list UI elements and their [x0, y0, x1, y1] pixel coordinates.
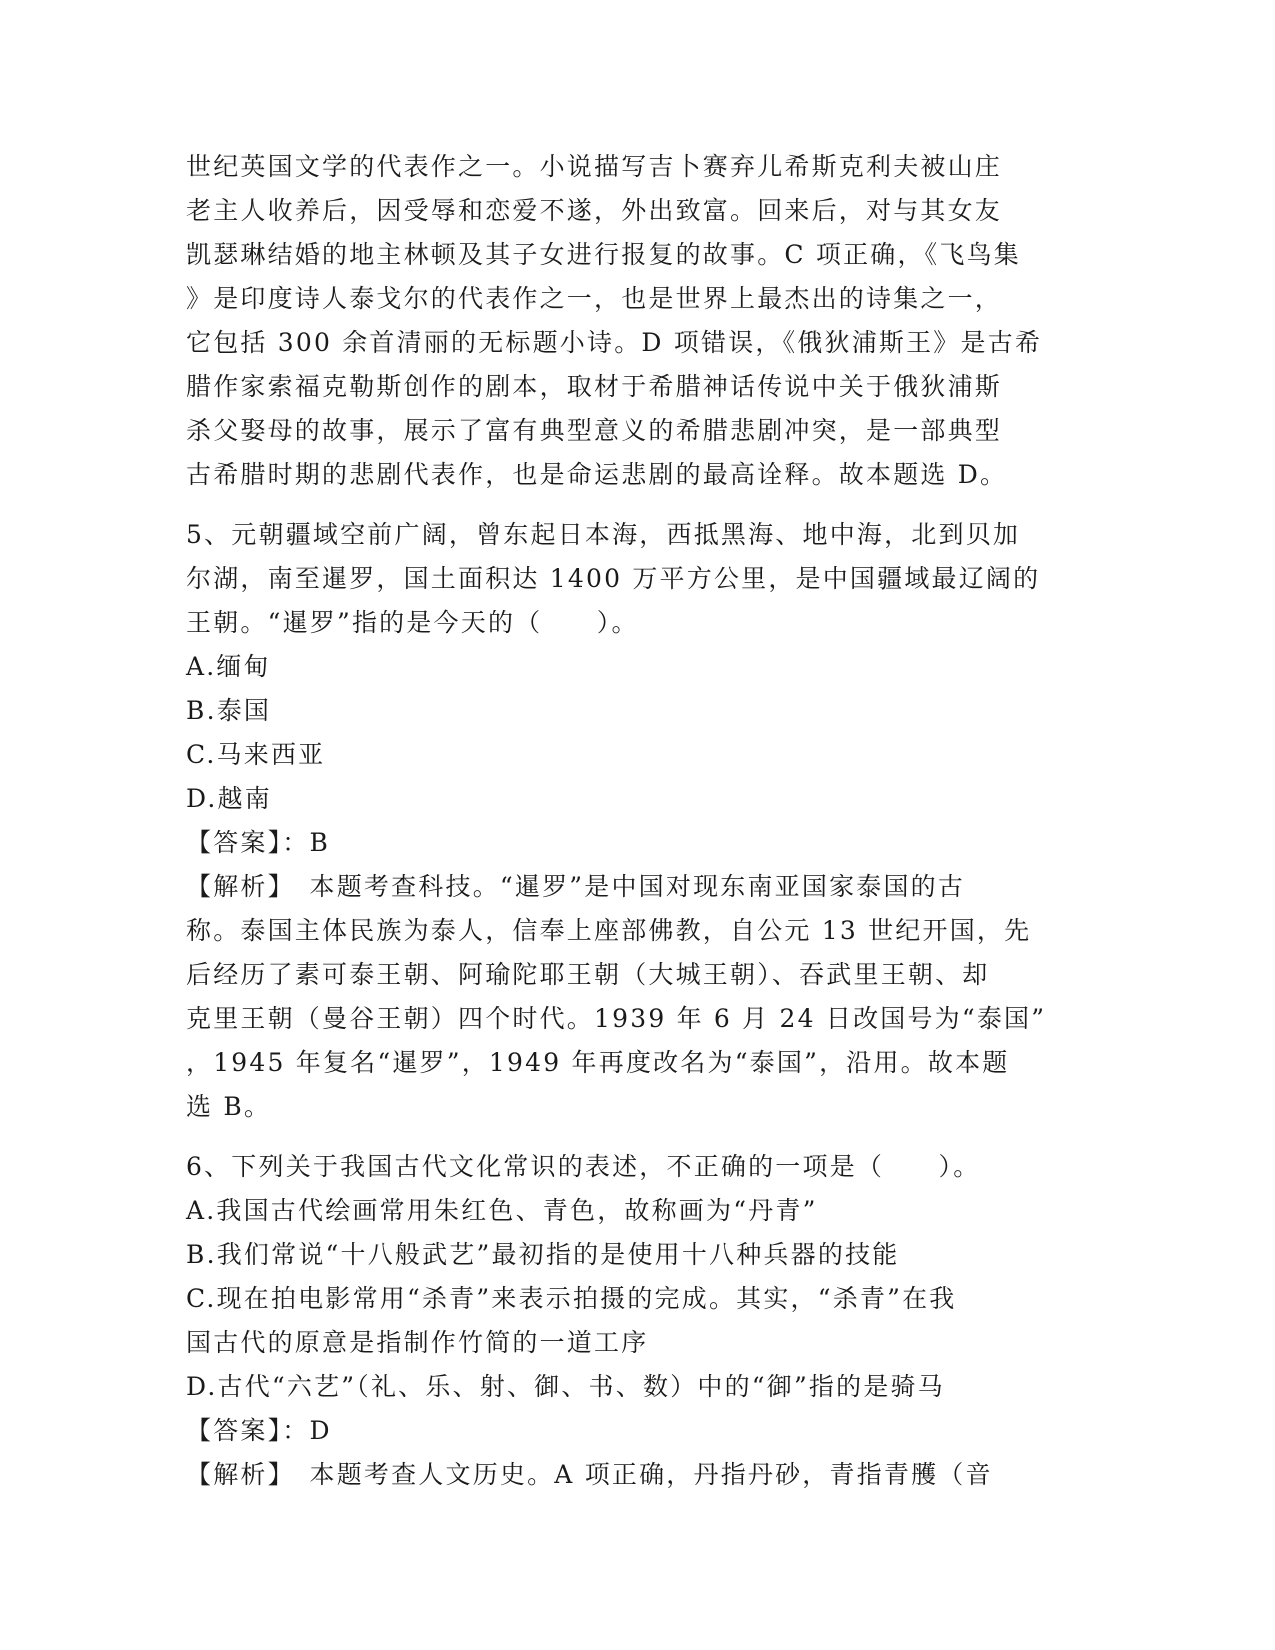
- option-c: C.马来西亚: [186, 740, 326, 769]
- question-stem-line: 王朝。“暹罗”指的是今天的（ ）。: [186, 608, 639, 637]
- text-line: 杀父娶母的故事，展示了富有典型意义的希腊悲剧冲突，是一部典型: [186, 416, 1003, 445]
- option-d: D.越南: [186, 784, 272, 813]
- option-a: A.缅甸: [186, 652, 271, 681]
- option-d: D.古代“六艺”（礼、乐、射、御、书、数）中的“御”指的是骑马: [186, 1372, 945, 1401]
- document-content: [186, 145, 1086, 1497]
- text-line: 世纪英国文学的代表作之一。小说描写吉卜赛弃儿希斯克利夫被山庄: [186, 152, 1003, 181]
- option-b: B.我们常说“十八般武艺”最初指的是使用十八种兵器的技能: [186, 1240, 900, 1269]
- analysis-line: 【解析】 本题考查科技。“暹罗”是中国对现东南亚国家泰国的古: [186, 872, 966, 901]
- text-line: 古希腊时期的悲剧代表作，也是命运悲剧的最高诠释。故本题选 D。: [186, 460, 1008, 489]
- answer-line: 【答案】：D: [186, 1416, 332, 1445]
- question-stem-line: 5、元朝疆域空前广阔，曾东起日本海，西抵黑海、地中海，北到贝加: [186, 520, 1021, 549]
- analysis-line: 后经历了素可泰王朝、阿瑜陀耶王朝（大城王朝）、吞武里王朝、却: [186, 960, 990, 989]
- question-stem-line: 尔湖，南至暹罗，国土面积达 1400 万平方公里，是中国疆域最辽阔的: [186, 564, 1041, 593]
- option-b: B.泰国: [186, 696, 272, 725]
- option-a: A.我国古代绘画常用朱红色、青色，故称画为“丹青”: [186, 1196, 818, 1225]
- question-6: [186, 1145, 1086, 1497]
- option-c: C.现在拍电影常用“杀青”来表示拍摄的完成。其实，“杀青”在我: [186, 1284, 957, 1313]
- analysis-line: 【解析】 本题考查人文历史。A 项正确，丹指丹砂，青指青雘（音: [186, 1460, 993, 1489]
- previous-analysis-continuation: [186, 145, 1086, 497]
- text-line: 凯瑟琳结婚的地主林顿及其子女进行报复的故事。C 项正确，《飞鸟集: [186, 240, 1021, 269]
- analysis-line: ，1945 年复名“暹罗”，1949 年再度改名为“泰国”，沿用。故本题: [186, 1048, 1010, 1077]
- option-c-continued: 国古代的原意是指制作竹简的一道工序: [186, 1328, 649, 1357]
- text-line: 老主人收养后，因受辱和恋爱不遂，外出致富。回来后，对与其女友: [186, 196, 1003, 225]
- analysis-line: 称。泰国主体民族为泰人，信奉上座部佛教，自公元 13 世纪开国，先: [186, 916, 1032, 945]
- analysis-line: 克里王朝（曼谷王朝）四个时代。1939 年 6 月 24 日改国号为“泰国”: [186, 1004, 1047, 1033]
- answer-line: 【答案】：B: [186, 828, 331, 857]
- analysis-line: 选 B。: [186, 1092, 272, 1121]
- text-line: 腊作家索福克勒斯创作的剧本，取材于希腊神话传说中关于俄狄浦斯: [186, 372, 1003, 401]
- text-line: 》是印度诗人泰戈尔的代表作之一，也是世界上最杰出的诗集之一，: [186, 284, 1003, 313]
- question-5: [186, 513, 1086, 1129]
- question-stem-line: 6、下列关于我国古代文化常识的表述，不正确的一项是（ ）。: [186, 1152, 981, 1181]
- text-line: 它包括 300 余首清丽的无标题小诗。D 项错误，《俄狄浦斯王》是古希: [186, 328, 1043, 357]
